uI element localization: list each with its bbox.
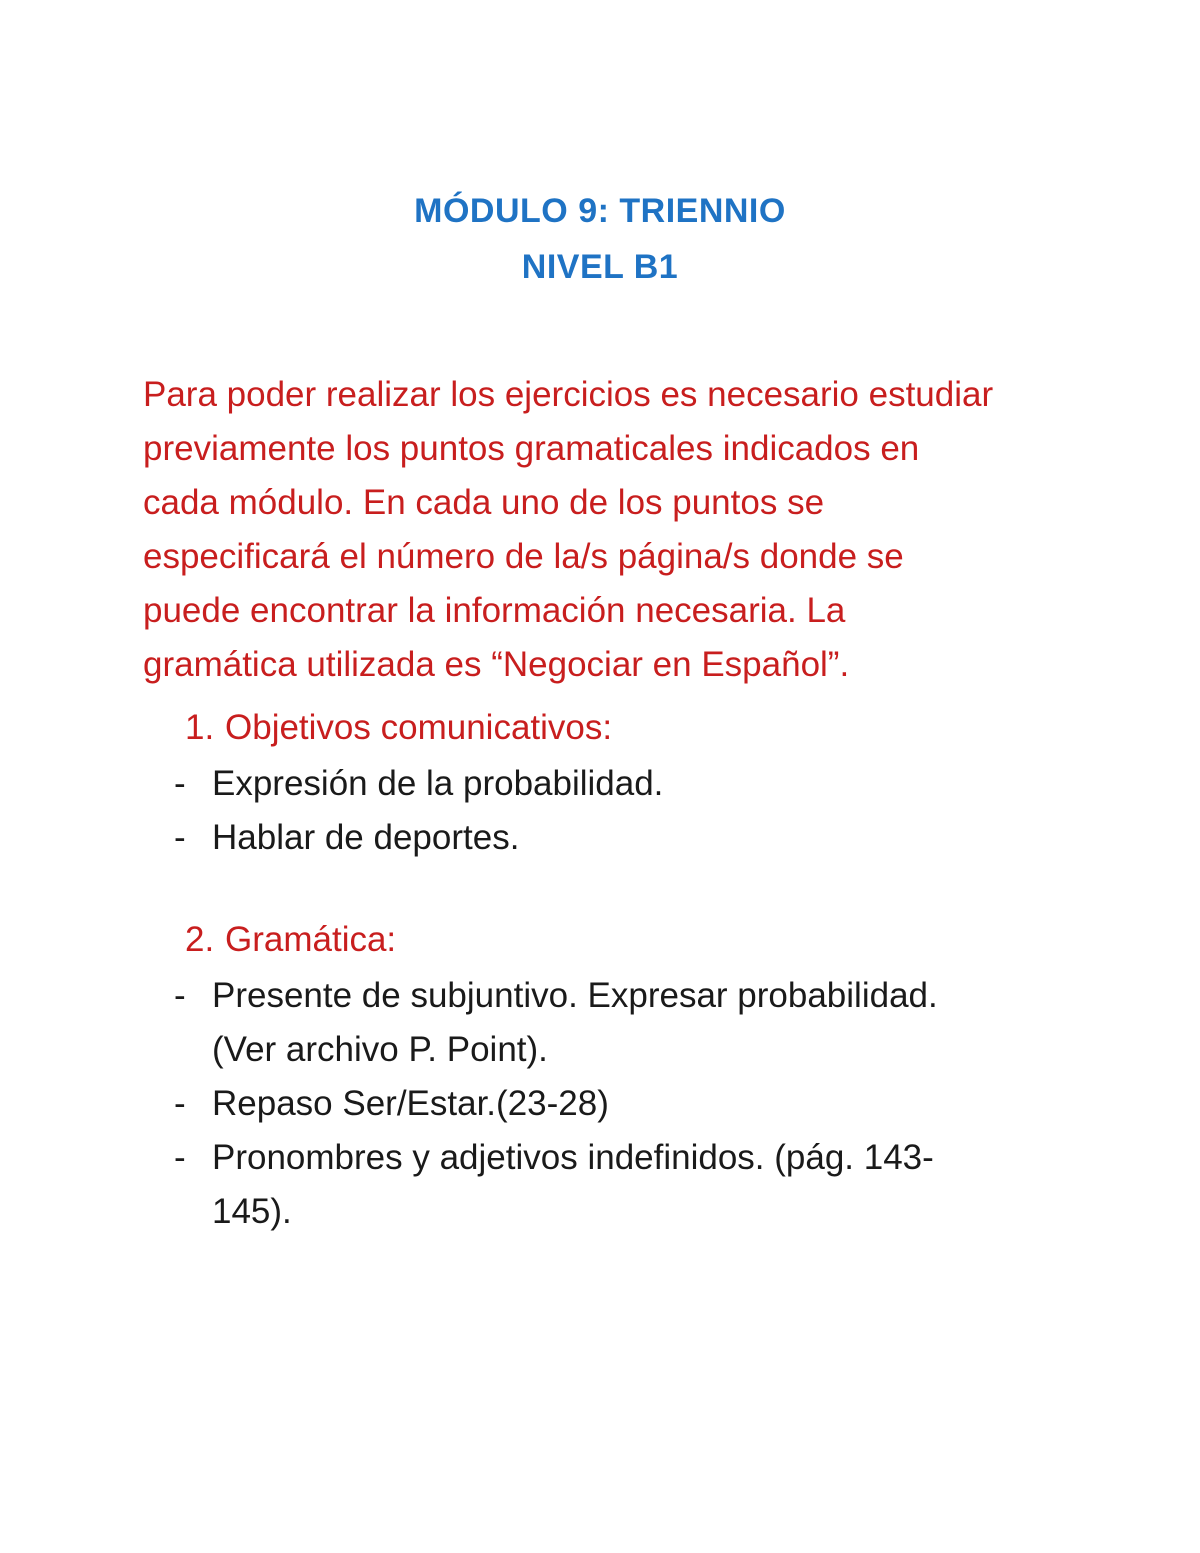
section-heading-objetivos (185, 708, 612, 748)
section-title: Objetivos comunicativos: (225, 708, 613, 747)
intro-line: especificará el número de la/s página/s donde se (143, 537, 904, 576)
section-heading-gramatica (185, 920, 396, 960)
intro-line: puede encontrar la información necesaria. La (143, 591, 846, 630)
intro-line: cada módulo. En cada uno de los puntos se (143, 483, 825, 522)
bullet-dash: - (174, 976, 186, 1015)
list-item-text: Presente de subjuntivo. Expresar probabilidad. (212, 976, 938, 1015)
list-item-continuation: (Ver archivo P. Point). (212, 1030, 548, 1069)
bullet-dash: - (174, 764, 186, 803)
list-item-text: Expresión de la probabilidad. (212, 764, 664, 803)
section-number: 1. (185, 708, 215, 747)
list-item-text: Pronombres y adjetivos indefinidos. (pág. 143- (212, 1138, 934, 1177)
intro-line: previamente los puntos gramaticales indicados en (143, 429, 920, 468)
intro-line: gramática utilizada es “Negociar en Español”. (143, 645, 850, 684)
section-number: 2. (185, 920, 215, 959)
section-title: Gramática: (225, 920, 397, 959)
bullet-dash: - (174, 818, 186, 857)
intro-line: Para poder realizar los ejercicios es necesario estudiar (143, 375, 994, 414)
list-item-text: Hablar de deportes. (212, 818, 520, 857)
document-title: MÓDULO 9: TRIENNIO (414, 192, 786, 230)
list-item-text: Repaso Ser/Estar.(23-28) (212, 1084, 609, 1123)
document-subtitle-level: NIVEL B1 (521, 248, 679, 286)
intro-paragraph (143, 368, 1103, 692)
bullet-dash: - (174, 1138, 186, 1177)
list-item-continuation: 145). (212, 1192, 292, 1231)
bullet-dash: - (174, 1084, 186, 1123)
